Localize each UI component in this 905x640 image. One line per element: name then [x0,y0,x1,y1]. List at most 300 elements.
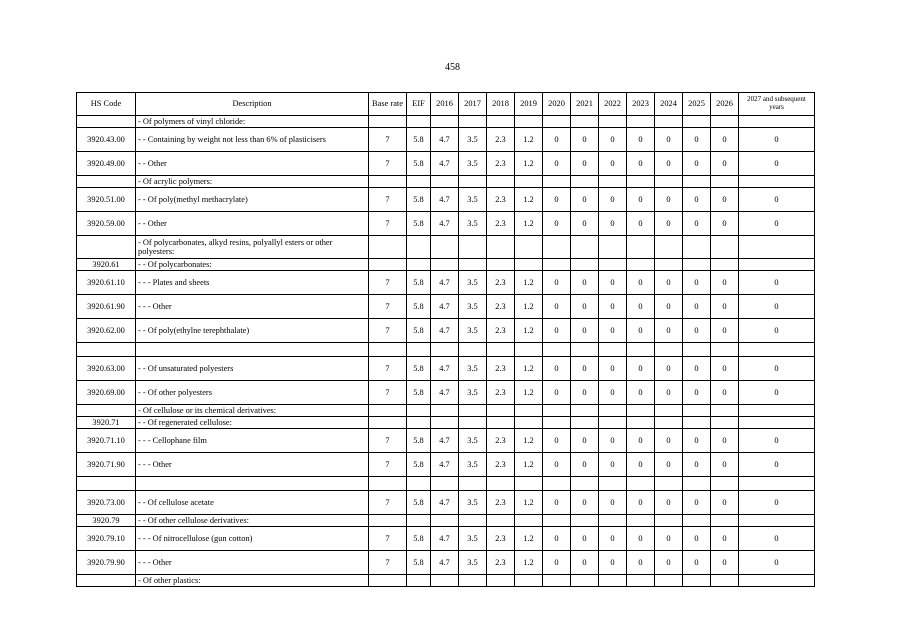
table-row [77,429,815,453]
tariff-schedule-table [76,92,815,587]
hs-code-cell: 3920.59.00 [77,212,136,236]
hs-code-cell [77,405,136,417]
hs-code-cell: 3920.49.00 [77,152,136,176]
hs-code-cell: 3920.71 [77,417,136,429]
rate-cell [571,236,599,259]
rate-cell [543,477,571,491]
rate-cell: 3.5 [459,152,487,176]
rate-cell: 4.7 [431,295,459,319]
rate-cell [407,236,431,259]
rate-cell: 5.8 [407,152,431,176]
rate-cell: 0 [571,212,599,236]
table-body [77,116,815,587]
rate-cell: 0 [683,295,711,319]
rate-cell [571,477,599,491]
rate-cell [627,575,655,587]
hs-code-cell: 3920.69.00 [77,381,136,405]
rate-cell: 0 [543,271,571,295]
rate-cell [369,259,407,271]
rate-cell [515,176,543,188]
rate-cell [711,259,739,271]
rate-cell: 0 [599,453,627,477]
rate-cell [683,417,711,429]
description-cell: - - - Of nitrocellulose (gun cotton) [136,527,369,551]
rate-cell: 7 [369,271,407,295]
rate-cell: 4.7 [431,188,459,212]
rate-cell [599,259,627,271]
rate-cell: 1.2 [515,381,543,405]
rate-cell: 3.5 [459,212,487,236]
rate-cell [431,405,459,417]
rate-cell: 0 [711,271,739,295]
rate-cell [627,259,655,271]
rate-cell: 2.3 [487,295,515,319]
column-header: 2018 [487,93,515,116]
table-row [77,477,815,491]
rate-cell: 1.2 [515,271,543,295]
description-cell: - - Of poly(methyl methacrylate) [136,188,369,212]
rate-cell: 1.2 [515,453,543,477]
rate-cell [571,575,599,587]
rate-cell [739,417,815,429]
rate-cell [487,259,515,271]
rate-cell: 5.8 [407,429,431,453]
rate-cell: 0 [543,319,571,343]
rate-cell: 3.5 [459,429,487,453]
description-cell: - Of other plastics: [136,575,369,587]
hs-code-cell: 3920.71.10 [77,429,136,453]
table-row [77,515,815,527]
rate-cell: 0 [543,491,571,515]
rate-cell [369,575,407,587]
rate-cell: 0 [655,212,683,236]
rate-cell: 0 [543,152,571,176]
rate-cell: 0 [655,357,683,381]
rate-cell: 0 [739,527,815,551]
rate-cell [599,575,627,587]
rate-cell: 4.7 [431,527,459,551]
description-cell: - - - Plates and sheets [136,271,369,295]
rate-cell: 0 [683,357,711,381]
rate-cell [431,477,459,491]
rate-cell: 0 [571,527,599,551]
rate-cell: 4.7 [431,551,459,575]
rate-cell: 0 [627,429,655,453]
column-header: 2017 [459,93,487,116]
rate-cell [407,259,431,271]
description-cell: - Of acrylic polymers: [136,176,369,188]
rate-cell: 0 [683,212,711,236]
rate-cell: 0 [655,491,683,515]
hs-code-cell: 3920.73.00 [77,491,136,515]
rate-cell [683,405,711,417]
description-cell: - - - Other [136,453,369,477]
rate-cell: 0 [627,381,655,405]
rate-cell [459,477,487,491]
rate-cell: 3.5 [459,453,487,477]
rate-cell: 7 [369,491,407,515]
rate-cell: 0 [739,188,815,212]
rate-cell [571,176,599,188]
hs-code-cell: 3920.79.10 [77,527,136,551]
rate-cell: 0 [655,527,683,551]
rate-cell: 0 [711,128,739,152]
rate-cell [431,236,459,259]
rate-cell [543,405,571,417]
description-cell: - - Other [136,212,369,236]
rate-cell: 3.5 [459,527,487,551]
rate-cell: 2.3 [487,381,515,405]
table-row [77,527,815,551]
rate-cell: 0 [599,357,627,381]
hs-code-cell: 3920.62.00 [77,319,136,343]
rate-cell [407,343,431,357]
rate-cell: 0 [599,429,627,453]
rate-cell [655,236,683,259]
rate-cell: 0 [599,295,627,319]
rate-cell [655,116,683,128]
table-row [77,236,815,259]
rate-cell [655,515,683,527]
column-header: 2020 [543,93,571,116]
rate-cell: 2.3 [487,551,515,575]
rate-cell: 7 [369,295,407,319]
description-cell: - - Of cellulose acetate [136,491,369,515]
rate-cell [571,417,599,429]
rate-cell: 0 [571,152,599,176]
rate-cell [431,116,459,128]
rate-cell: 7 [369,453,407,477]
rate-cell: 0 [543,527,571,551]
rate-cell [683,343,711,357]
description-cell: - - Of poly(ethylne terephthalate) [136,319,369,343]
rate-cell: 0 [599,212,627,236]
rate-cell: 0 [711,551,739,575]
rate-cell: 0 [711,319,739,343]
rate-cell: 1.2 [515,319,543,343]
rate-cell: 0 [739,295,815,319]
rate-cell: 0 [543,295,571,319]
rate-cell: 0 [711,295,739,319]
rate-cell [711,176,739,188]
rate-cell [515,477,543,491]
rate-cell: 0 [627,551,655,575]
rate-cell: 0 [543,188,571,212]
rate-cell: 0 [683,381,711,405]
rate-cell [739,236,815,259]
rate-cell [487,405,515,417]
rate-cell [459,515,487,527]
rate-cell [683,236,711,259]
hs-code-cell [77,176,136,188]
rate-cell [369,417,407,429]
description-cell: - - Other [136,152,369,176]
rate-cell: 0 [711,212,739,236]
rate-cell: 4.7 [431,152,459,176]
rate-cell [459,259,487,271]
description-cell [136,343,369,357]
rate-cell: 7 [369,128,407,152]
rate-cell [369,343,407,357]
table-row [77,357,815,381]
rate-cell [515,575,543,587]
rate-cell: 0 [655,271,683,295]
table-row [77,212,815,236]
rate-cell: 0 [627,212,655,236]
rate-cell [739,515,815,527]
rate-cell [655,575,683,587]
rate-cell: 0 [571,319,599,343]
rate-cell: 0 [655,128,683,152]
rate-cell: 0 [571,188,599,212]
rate-cell: 7 [369,429,407,453]
rate-cell [655,477,683,491]
rate-cell: 4.7 [431,319,459,343]
rate-cell [407,515,431,527]
rate-cell: 4.7 [431,429,459,453]
rate-cell: 7 [369,212,407,236]
rate-cell [543,575,571,587]
rate-cell [369,116,407,128]
table-row [77,575,815,587]
rate-cell: 3.5 [459,491,487,515]
rate-cell: 5.8 [407,357,431,381]
rate-cell [739,116,815,128]
rate-cell: 0 [627,152,655,176]
column-header: 2023 [627,93,655,116]
rate-cell [655,259,683,271]
table-row [77,271,815,295]
rate-cell: 4.7 [431,453,459,477]
rate-cell [369,477,407,491]
column-header: 2021 [571,93,599,116]
table-header-row [77,93,815,116]
rate-cell: 0 [627,527,655,551]
description-cell: - Of cellulose or its chemical derivatives: [136,405,369,417]
description-cell: - - Containing by weight not less than 6% of plasticisers [136,128,369,152]
rate-cell [407,116,431,128]
rate-cell: 1.2 [515,295,543,319]
rate-cell [515,236,543,259]
hs-code-cell: 3920.61.10 [77,271,136,295]
table-row [77,259,815,271]
rate-cell: 0 [711,357,739,381]
rate-cell: 0 [599,527,627,551]
rate-cell: 0 [627,453,655,477]
rate-cell [459,575,487,587]
rate-cell: 0 [739,491,815,515]
rate-cell [515,417,543,429]
rate-cell: 3.5 [459,188,487,212]
rate-cell: 7 [369,319,407,343]
rate-cell [627,405,655,417]
rate-cell [711,417,739,429]
column-header: 2025 [683,93,711,116]
column-header: EIF [407,93,431,116]
rate-cell: 3.5 [459,319,487,343]
column-header: 2024 [655,93,683,116]
table-row [77,319,815,343]
rate-cell: 0 [683,271,711,295]
rate-cell [407,575,431,587]
column-header: 2022 [599,93,627,116]
rate-cell [487,575,515,587]
rate-cell: 5.8 [407,381,431,405]
description-cell: - Of polycarbonates, alkyd resins, polyallyl esters or other polyesters: [136,236,369,259]
rate-cell: 4.7 [431,491,459,515]
column-header: 2027 and subsequent years [739,93,815,116]
rate-cell: 7 [369,527,407,551]
rate-cell [739,343,815,357]
rate-cell [655,417,683,429]
rate-cell [571,116,599,128]
hs-code-cell: 3920.61.90 [77,295,136,319]
rate-cell: 2.3 [487,188,515,212]
rate-cell [459,236,487,259]
rate-cell: 0 [599,319,627,343]
rate-cell: 3.5 [459,357,487,381]
rate-cell [543,343,571,357]
rate-cell [711,405,739,417]
rate-cell: 0 [627,357,655,381]
rate-cell [543,417,571,429]
rate-cell: 7 [369,551,407,575]
rate-cell [711,477,739,491]
description-cell: - - Of unsaturated polyesters [136,357,369,381]
rate-cell [369,515,407,527]
rate-cell: 4.7 [431,381,459,405]
rate-cell [655,176,683,188]
rate-cell [459,116,487,128]
rate-cell [369,176,407,188]
rate-cell: 0 [655,429,683,453]
rate-cell [515,259,543,271]
rate-cell: 0 [739,357,815,381]
rate-cell: 0 [599,271,627,295]
hs-code-cell [77,343,136,357]
rate-cell: 7 [369,188,407,212]
rate-cell: 0 [543,381,571,405]
rate-cell: 1.2 [515,527,543,551]
rate-cell [407,176,431,188]
rate-cell: 1.2 [515,128,543,152]
rate-cell: 4.7 [431,212,459,236]
description-cell: - - Of other cellulose derivatives: [136,515,369,527]
rate-cell [599,343,627,357]
rate-cell [571,405,599,417]
rate-cell: 0 [683,551,711,575]
rate-cell [739,176,815,188]
rate-cell [459,405,487,417]
rate-cell [711,575,739,587]
description-cell: - - - Cellophane film [136,429,369,453]
rate-cell [407,405,431,417]
rate-cell [543,259,571,271]
rate-cell [627,515,655,527]
rate-cell [627,477,655,491]
rate-cell [407,417,431,429]
rate-cell: 0 [683,429,711,453]
rate-cell [543,236,571,259]
rate-cell: 0 [655,551,683,575]
rate-cell [543,116,571,128]
rate-cell: 0 [627,491,655,515]
rate-cell: 0 [683,491,711,515]
table-row [77,453,815,477]
table-row [77,551,815,575]
rate-cell [683,575,711,587]
description-cell [136,477,369,491]
rate-cell: 0 [683,188,711,212]
rate-cell: 2.3 [487,357,515,381]
rate-cell: 0 [627,295,655,319]
rate-cell [711,343,739,357]
table-row [77,116,815,128]
page-number: 458 [445,62,460,73]
description-cell: - Of polymers of vinyl chloride: [136,116,369,128]
rate-cell [487,515,515,527]
rate-cell [739,405,815,417]
rate-cell: 0 [655,152,683,176]
rate-cell [599,116,627,128]
rate-cell: 0 [739,128,815,152]
rate-cell: 0 [655,381,683,405]
rate-cell [487,477,515,491]
rate-cell: 0 [571,429,599,453]
rate-cell: 0 [711,491,739,515]
rate-cell [711,236,739,259]
column-header: Base rate [369,93,407,116]
rate-cell [543,515,571,527]
rate-cell: 2.3 [487,128,515,152]
rate-cell [515,116,543,128]
rate-cell [431,259,459,271]
rate-cell: 7 [369,152,407,176]
hs-code-cell: 3920.63.00 [77,357,136,381]
rate-cell: 0 [739,212,815,236]
rate-cell [571,515,599,527]
rate-cell [655,405,683,417]
rate-cell [599,417,627,429]
rate-cell: 0 [627,128,655,152]
rate-cell [627,343,655,357]
rate-cell: 5.8 [407,128,431,152]
rate-cell: 0 [571,128,599,152]
hs-code-cell [77,116,136,128]
rate-cell [487,343,515,357]
rate-cell: 4.7 [431,128,459,152]
rate-cell: 0 [571,453,599,477]
rate-cell: 0 [739,381,815,405]
rate-cell: 2.3 [487,491,515,515]
rate-cell: 0 [683,319,711,343]
rate-cell: 0 [739,152,815,176]
rate-cell: 0 [683,152,711,176]
rate-cell [683,477,711,491]
rate-cell: 0 [655,453,683,477]
rate-cell: 1.2 [515,188,543,212]
description-cell: - - - Other [136,295,369,319]
rate-cell [655,343,683,357]
rate-cell: 0 [683,128,711,152]
rate-cell [431,176,459,188]
description-cell: - - Of polycarbonates: [136,259,369,271]
rate-cell [599,477,627,491]
rate-cell: 0 [711,152,739,176]
rate-cell [431,575,459,587]
rate-cell [487,417,515,429]
rate-cell: 0 [543,429,571,453]
